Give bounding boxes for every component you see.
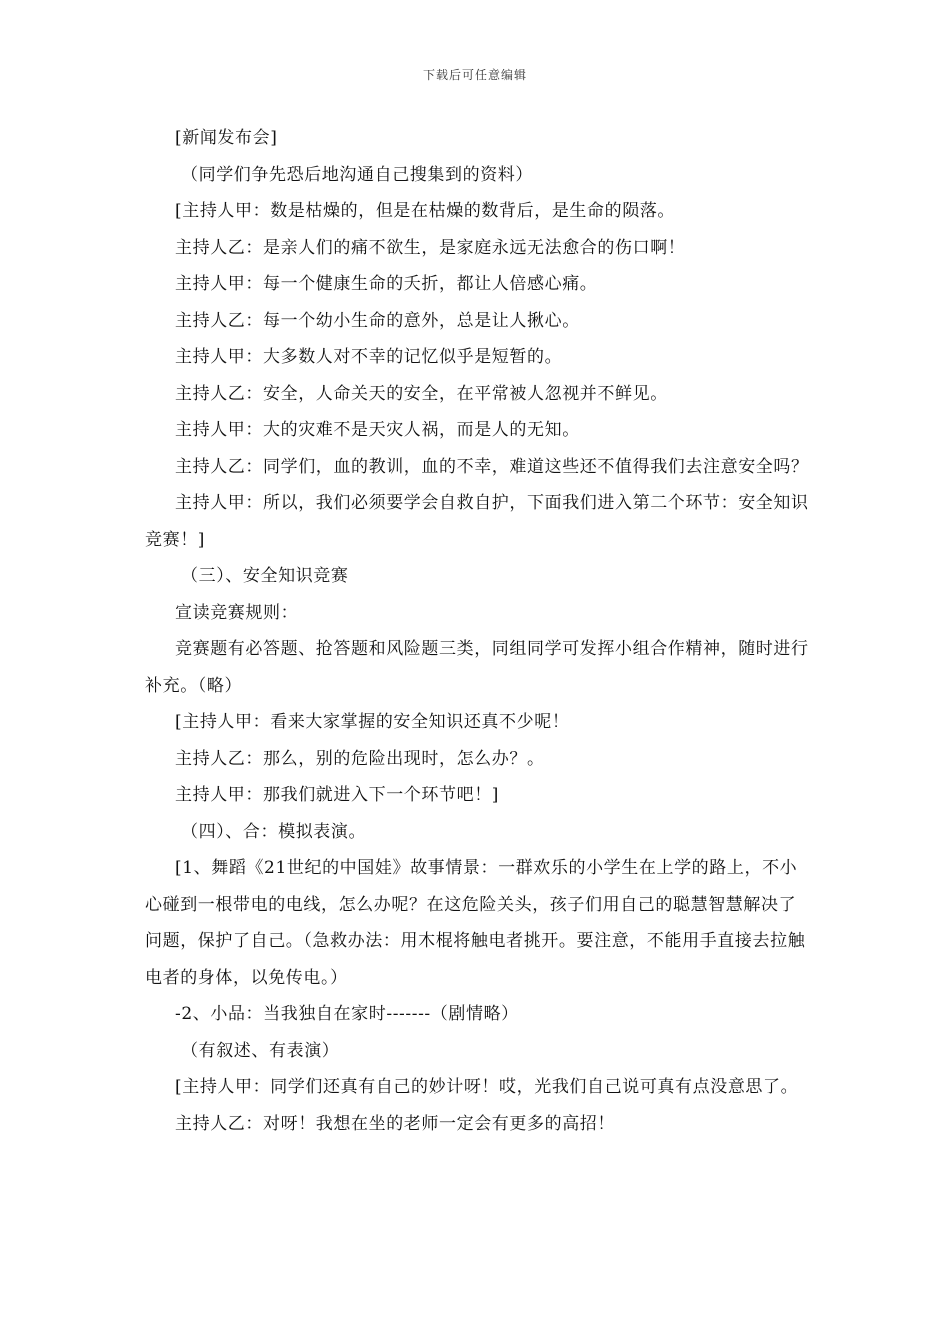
paragraph-host-a-5: 主持人甲：所以，我们必须要学会自救自护，下面我们进入第二个环节：安全知识竞赛！]: [145, 493, 809, 550]
paragraph-quiz-rules-title: 宣读竞赛规则：: [175, 602, 299, 623]
paragraph-quiz-rules: 竞赛题有必答题、抢答题和风险题三类，同组同学可发挥小组合作精神，随时进行补充。（略）: [145, 639, 809, 696]
paragraph-host-b-4: 主持人乙：同学们，血的教训，血的不幸，难道这些还不值得我们去注意安全吗？: [175, 456, 809, 477]
section-heading-performance: （四）、合：模拟表演。: [181, 821, 367, 842]
paragraph-host-a-8: [主持人甲：同学们还真有自己的妙计呀！哎，光我们自己说可真有点没意思了。: [175, 1077, 799, 1097]
paragraph-host-a-1: [主持人甲：数是枯燥的，但是在枯燥的数背后，是生命的陨落。: [175, 201, 676, 221]
paragraph-host-a-2: 主持人甲：每一个健康生命的夭折，都让人倍感心痛。: [175, 274, 598, 294]
section-heading-quiz: （三）、安全知识竞赛: [181, 566, 349, 586]
page-header: 下载后可任意编辑: [422, 68, 527, 82]
paragraph-host-a-7: 主持人甲：那我们就进入下一个环节吧！]: [175, 785, 500, 805]
paragraph-host-a-6: [主持人甲：看来大家掌握的安全知识还真不少呢！: [175, 712, 570, 732]
paragraph-host-b-5: 主持人乙：那么，别的危险出现时，怎么办？。: [175, 748, 545, 769]
paragraph-host-b-3: 主持人乙：安全，人命关天的安全，在平常被人忽视并不鲜见。: [175, 383, 668, 404]
paragraph-host-a-4: 主持人甲：大的灾难不是天灾人祸，而是人的无知。: [175, 420, 580, 440]
paragraph-dance: [1、舞蹈《21世纪的中国娃》故事情景：一群欢乐的小学生在上学的路上，不小心碰到一根带电的电线，怎么办呢？在这危险关头，孩子们用自己的聪慧智慧解决了问题，保护了自己。（急救办法：用木棍将触电者挑开。要注意，不能用手直接去拉触电者的身体，以免传电。）: [145, 858, 806, 988]
paragraph-skit: -2、小品：当我独自在家时-------（剧情略）: [175, 1004, 519, 1024]
paragraph-students-share: （同学们争先恐后地沟通自己搜集到的资料）: [181, 164, 533, 185]
paragraph-host-b-1: 主持人乙：是亲人们的痛不欲生，是家庭永远无法愈合的伤口啊！: [175, 237, 686, 258]
paragraph-narration-note: （有叙述、有表演）: [181, 1040, 340, 1061]
paragraph-host-b-2: 主持人乙：每一个幼小生命的意外，总是让人揪心。: [175, 310, 580, 331]
paragraph-news-conference: [新闻发布会]: [175, 128, 278, 148]
paragraph-host-a-3: 主持人甲：大多数人对不幸的记忆似乎是短暂的。: [175, 347, 563, 367]
document-body: [145, 120, 809, 1142]
paragraph-host-b-6: 主持人乙：对呀！我想在坐的老师一定会有更多的高招！: [175, 1113, 615, 1134]
